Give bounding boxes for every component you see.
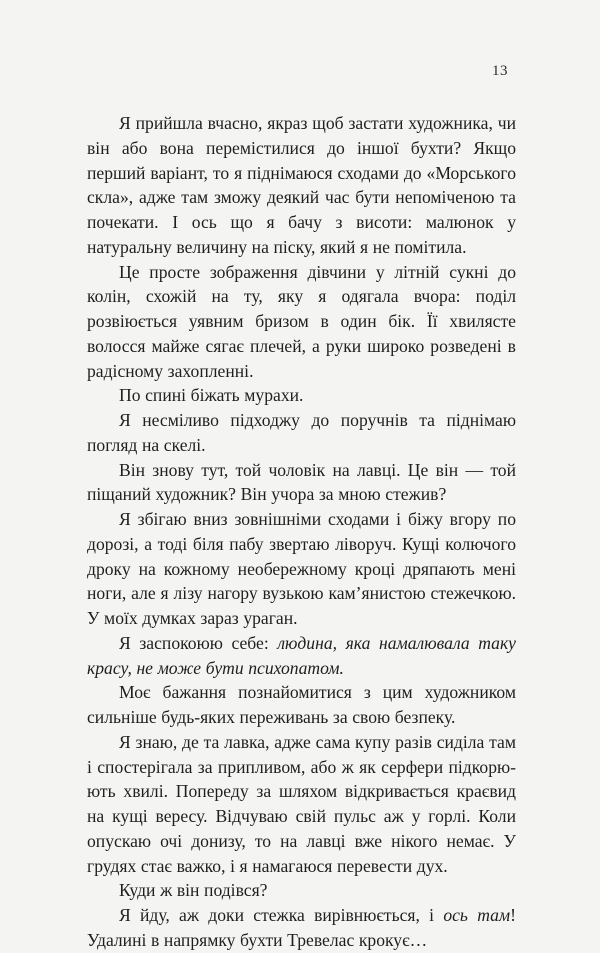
paragraph-7-italic: людина, яка намалювала таку красу, не може бути психопатом. xyxy=(87,632,516,678)
paragraph-4: Я несміливо підходжу до поручнів та піднімаю погляд на скелі. xyxy=(87,410,516,455)
paragraph-11-text-end: ! Удалині в напрямку бухти Тревелас крокує… xyxy=(87,905,517,950)
paragraph-11 xyxy=(87,903,516,953)
paragraph-11-text: Я йду, аж доки стежка вирівнюється, і xyxy=(119,905,444,925)
page-text xyxy=(87,111,516,953)
paragraph-3: По спині біжать мурахи. xyxy=(119,385,304,406)
paragraph-7 xyxy=(87,631,516,681)
paragraph-10: Куди ж він подівся? xyxy=(119,880,268,901)
paragraph-6: Я збігаю вниз зовнішніми сходами і біжу вгору по дорозі, а тоді біля пабу звертаю ліворуч. Кущі колючого дроку на кожному необережному кроці дряпають мені ноги, але я лізу нагору вузькою кам’янистою стежечкою. У моїх думках зараз ураган. xyxy=(87,509,516,628)
page-number: 13 xyxy=(492,63,508,79)
paragraph-2: Це просте зображення дівчини у літній сукні до колін, схожій на ту, яку я одягала вчора: поділ розвіюється уявним бризом в один бік. Її хвилясте волосся майже сягає плечей, а руки широко розведені в радісному захопленні. xyxy=(87,261,516,381)
paragraph-11-italic: ось там xyxy=(443,905,511,925)
paragraph-5: Він знову тут, той чоловік на лавці. Це він — той піщаний художник? Він учора за мною стежив? xyxy=(87,459,516,505)
paragraph-8: Моє бажання познайомитися з цим художником сильніше будь-яких переживань за свою безпеку. xyxy=(87,682,516,727)
paragraph-9: Я знаю, де та лавка, адже сама купу разів сиділа там і спостерігала за припливом, або ж як серфери підкорюють хвилі. Попереду за шляхом відкривається краєвид на кущі вересу. Відчуваю свій пульс аж у горлі. Коли опускаю очі донизу, то на лавці вже нікого немає. У грудях стає важко, і я намагаюся перевести дух. xyxy=(87,731,516,876)
paragraph-7-text: Я заспокоюю себе: xyxy=(119,632,278,653)
paragraph-1: Я прийшла вчасно, якраз щоб застати художника, чи він або вона перемістилися до іншої бухти? Якщо перший варіант, то я піднімаюся сходами до «Морського скла», адже там зможу деякий час бути непоміченою та почекати. І ось що я бачу з висоти: малюнок у натуральну величину на піску, який я не помітила. xyxy=(87,113,516,257)
